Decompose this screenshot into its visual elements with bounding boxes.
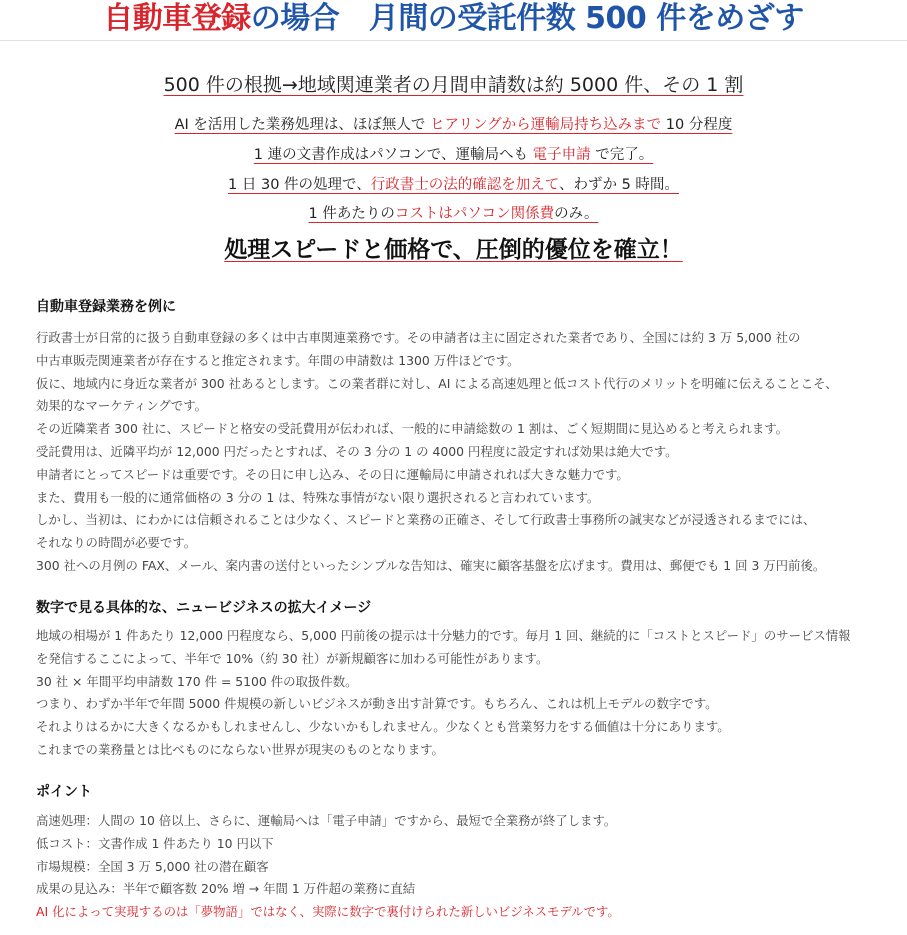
page-title-red: 自動車登録 [103, 1, 251, 36]
summary-line-basis [0, 72, 907, 98]
point-item: 市場規模：全国 3 万 5,000 社の潜在顧客 [36, 858, 269, 874]
section-body-numbers [36, 625, 904, 762]
summary-text: AI を活用した業務処理は、ほぼ無人で [174, 117, 431, 133]
summary-headline [0, 234, 907, 266]
paragraph-line: 申請者にとってスピードは重要です。その日に申し込み、その日に運輸局に申請されれば大きな魅力です。 [36, 466, 629, 482]
paragraph-line: 中古車販売関連業者が存在すると推定されます。年間の申請数は 1300 万件ほどです。 [36, 352, 520, 368]
paragraph-line: を発信するここによって、半年で 10%（約 30 社）が新規顧客に加わる可能性があります。 [36, 650, 549, 666]
summary-line-basis-text: 500 件の根拠→地域関連業者の月間申請数は約 5000 件、その 1 割 [163, 74, 744, 96]
paragraph-line: それなりの時間が必要です。 [36, 535, 197, 551]
summary-line-documents [0, 144, 907, 166]
header-banner [0, 0, 907, 41]
section-body-points [36, 810, 904, 924]
paragraph-line: しかし、当初は、にわかには信頼されることは少なく、スピードと業務の正確さ、そして行政書士事務所の誠実などが浸透されるまでには、 [36, 512, 816, 528]
paragraph-line: これまでの業務量とは比べものにならない世界が現実のものとなります。 [36, 741, 444, 757]
summary-highlight: コストはパソコン関係費 [394, 206, 555, 222]
paragraph-line: 効果的なマーケティングです。 [36, 398, 207, 414]
page-title-blue: の場合 月間の受託件数 500 件をめざす [250, 1, 804, 36]
summary-line-cost-text [309, 206, 599, 222]
paragraph-line: 受託費用は、近隣平均が 12,000 円だったとすれば、その 3 分の 1 の 4000 円程度に設定すれば効果は絶大です。 [36, 443, 678, 459]
section-heading-numbers: 数字で見る具体的な、ニュービジネスの拡大イメージ [36, 600, 372, 616]
section-heading-example: 自動車登録業務を例に [36, 299, 176, 315]
paragraph-line: つまり、わずか半年で年間 5000 件規模の新しいビジネスが動き出す計算です。もちろん、これは机上モデルの数字です。 [36, 696, 718, 712]
summary-headline-text: 処理スピードと価格で、圧倒的優位を確立！ [224, 237, 683, 263]
summary-text: のみ。 [554, 206, 599, 222]
point-item: 高速処理：人間の 10 倍以上、さらに、運輸局へは「電子申請」ですから、最短で全業務が終了します。 [36, 813, 617, 828]
paragraph-line: 300 社への月例の FAX、メール、案内書の送付といったシンプルな告知は、確実に顧客基盤を広げます。費用は、郵便でも 1 回 3 万円前後。 [36, 557, 826, 573]
summary-text: 1 日 30 件の処理で、 [228, 177, 371, 193]
summary-text: 1 件あたりの [308, 206, 395, 222]
paragraph-line: 地域の相場が 1 件あたり 12,000 円程度なら、5,000 円前後の提示は十分魅力的です。毎月 1 回、継続的に「コストとスピード」のサービス情報 [36, 628, 851, 643]
summary-line-ai-text [175, 117, 733, 133]
point-item: 成果の見込み：半年で顧客数 20% 増 → 年間 1 万件超の業務に直結 [36, 881, 416, 897]
summary-line-cost [0, 203, 907, 225]
summary-line-documents-text [254, 147, 653, 163]
summary-text: 、わずか 5 時間。 [558, 177, 679, 193]
paragraph-line: 仮に、地域内に身近な業者が 300 社あるとします。この業者群に対し、AI による高速処理と低コスト代行のメリットを明確に伝えることこそ、 [36, 375, 838, 391]
section-heading-points: ポイント [36, 784, 92, 800]
paragraph-line: それよりはるかに大きくなるかもしれませんし、少ないかもしれません。少なくとも営業努力をする価値は十分にあります。 [36, 719, 730, 735]
summary-text: で完了。 [590, 147, 654, 163]
point-item: 低コスト：文書作成 1 件あたり 10 円以下 [36, 835, 274, 851]
section-body-example [36, 327, 904, 578]
summary-line-daily [0, 174, 907, 196]
paragraph-line: 行政書士が日常的に扱う自動車登録の多くは中古車関連業務です。その申請者は主に固定された業者であり、全国には約 3 万 5,000 社の [36, 330, 801, 345]
summary-highlight: 電子申請 [532, 147, 591, 163]
summary-highlight: 行政書士の法的確認を加えて [370, 177, 559, 193]
paragraph-line: また、費用も一般的に通常価格の 3 分の 1 は、特殊な事情がない限り選択されると言われています。 [36, 489, 600, 505]
summary-highlight: ヒアリングから運輸局持ち込みまで [430, 117, 662, 133]
paragraph-line: その近隣業者 300 社に、スピードと格安の受託費用が伝われば、一般的に申請総数の 1 割は、ごく短期間に見込めると考えられます。 [36, 421, 789, 437]
closing-statement: AI 化によって実現するのは「夢物語」ではなく、実際に数字で裏付けられた新しいビジネスモデルです。 [36, 904, 620, 920]
summary-line-daily-text [228, 177, 679, 193]
summary-line-ai [0, 114, 907, 136]
page-title [0, 2, 907, 36]
paragraph-line: 30 社 × 年間平均申請数 170 件 = 5100 件の取扱件数。 [36, 673, 358, 689]
summary-text: 1 連の文書作成はパソコンで、運輸局へも [253, 147, 533, 163]
summary-text: 10 分程度 [661, 117, 733, 133]
